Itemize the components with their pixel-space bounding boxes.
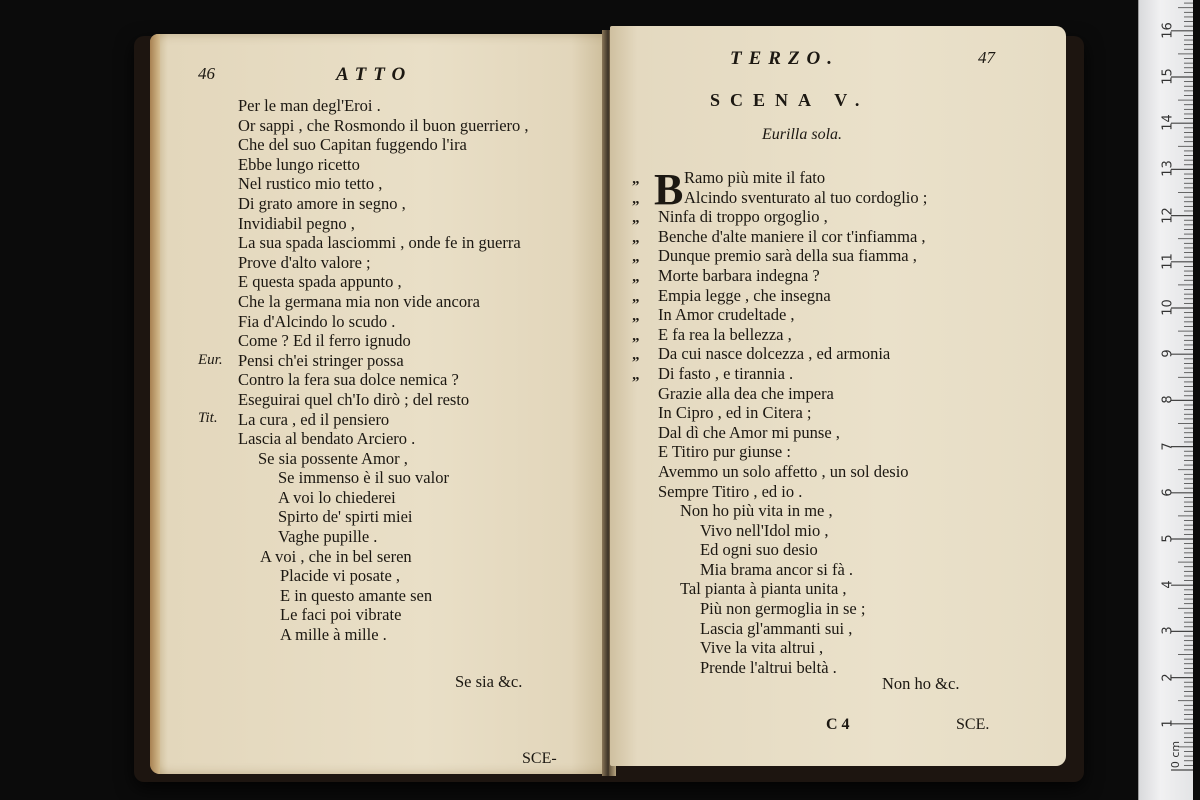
ruler-label: 15: [1160, 68, 1176, 85]
verse-line: Grazie alla dea che impera: [658, 383, 834, 403]
verse-line: Contro la fera sua dolce nemica ?: [238, 370, 459, 390]
verse-line: Dal dì che Amor mi punse ,: [658, 422, 840, 442]
ruler-label: 16: [1160, 22, 1176, 39]
verse-line: E questa spada appunto ,: [238, 272, 402, 292]
verse-line: Spirto de' spirti miei: [278, 507, 413, 527]
verse-line: Vivo nell'Idol mio ,: [700, 520, 829, 540]
speaker-mark-eur: Eur.: [198, 352, 223, 368]
verse-line: Ninfa di troppo orgoglio ,: [658, 207, 828, 227]
verse-line: Eseguirai quel ch'Io dirò ; del resto: [238, 389, 470, 409]
verse-line: Sempre Titiro , ed io .: [658, 481, 803, 501]
verse-line: Avemmo un solo affetto , un sol desio: [658, 461, 909, 481]
signature-mark: C 4: [826, 716, 850, 733]
ruler-unit-label: 0 cm: [1169, 740, 1183, 769]
verse-line: Che la germana mia non vide ancora: [238, 291, 480, 311]
ruler-label: 3: [1160, 626, 1176, 636]
verse-line: Or sappi , che Rosmondo il buon guerriero ,: [238, 115, 529, 135]
verse-line: Di fasto , e tirannia .: [658, 363, 794, 383]
verse-line: Placide vi posate ,: [280, 566, 401, 586]
verse-line: Mia brama ancor si fà .: [700, 559, 854, 579]
left-text-block: [238, 96, 529, 645]
ruler-label: 5: [1160, 534, 1176, 543]
verse-line: In Amor crudeltade ,: [658, 305, 795, 325]
verse-line: Di grato amore in segno ,: [238, 193, 406, 213]
verse-line: In Cipro , ed in Citera ;: [658, 403, 812, 423]
verse-line: Nel rustico mio tetto ,: [238, 174, 383, 194]
quote-mark: „: [632, 249, 640, 266]
ruler-label: 9: [1160, 349, 1176, 358]
ruler-label: 11: [1160, 253, 1176, 270]
ruler-label: 8: [1160, 395, 1176, 405]
verse-line: Vaghe pupille .: [278, 527, 378, 547]
verse-line: Vive la vita altrui ,: [700, 638, 824, 658]
verse-line: Come ? Ed il ferro ignudo: [238, 331, 411, 351]
scene-title: SCENA V.: [710, 90, 870, 110]
drop-cap: B: [654, 165, 684, 214]
verse-line: Da cui nasce dolcezza , ed armonia: [658, 344, 891, 364]
quote-mark: „: [632, 268, 640, 285]
ruler-label: 14: [1160, 114, 1176, 131]
refrain: Se sia &c.: [455, 672, 523, 691]
page-number: 46: [198, 64, 215, 83]
verse-line: Tal pianta à pianta unita ,: [680, 579, 847, 599]
verse-line: Se sia possente Amor ,: [258, 448, 408, 468]
verse-line: Più non germoglia in se ;: [700, 599, 866, 619]
quote-mark: „: [632, 308, 640, 325]
verse-line: La cura , ed il pensiero: [238, 409, 390, 429]
verse-line: Che del suo Capitan fuggendo l'ira: [238, 135, 467, 155]
running-head: TERZO.: [730, 48, 840, 69]
verse-line: E Titiro pur giunse :: [658, 442, 791, 462]
verse-line: Per le man degl'Eroi .: [238, 96, 381, 115]
verse-line: Non ho più vita in me ,: [680, 501, 833, 521]
quote-mark: „: [632, 288, 640, 305]
speaker-mark-tit: Tit.: [198, 410, 218, 426]
quote-mark: „: [632, 229, 640, 246]
ruler-label: 12: [1160, 206, 1176, 224]
refrain: Non ho &c.: [882, 674, 960, 693]
verse-line: Fia d'Alcindo lo scudo .: [238, 311, 396, 331]
ruler-label: 13: [1160, 160, 1176, 178]
ruler-label: 4: [1160, 580, 1176, 589]
quote-mark: „: [632, 327, 640, 344]
catchword: SCE-: [522, 750, 557, 767]
quotation-marks-column: [632, 170, 640, 386]
catchword: SCE.: [956, 716, 990, 733]
open-book: [140, 26, 1080, 778]
verse-line: Ebbe lungo ricetto: [238, 154, 360, 174]
page-number: 47: [978, 48, 995, 67]
left-page: [150, 34, 608, 774]
verse-line: Benche d'alte maniere il cor t'infiamma ,: [658, 226, 926, 246]
quote-mark: „: [632, 210, 640, 227]
verse-line: A voi lo chiederei: [278, 487, 396, 507]
verse-line: Prende l'altrui beltà .: [700, 657, 837, 677]
verse-line: Ed ogni suo desio: [700, 540, 818, 560]
verse-line: Ramo più mite il fato: [684, 168, 826, 187]
verse-line: La sua spada lasciommi , onde fe in guerra: [238, 233, 521, 253]
verse-line: Pensi ch'ei stringer possa: [238, 350, 404, 370]
quote-mark: „: [632, 171, 640, 187]
verse-line: Alcindo sventurato al tuo cordoglio ;: [684, 187, 928, 207]
quote-mark: „: [632, 190, 640, 207]
verse-line: E in questo amante sen: [280, 585, 433, 605]
ruler-label: 6: [1160, 488, 1176, 497]
running-head: ATTO: [336, 64, 413, 85]
quote-mark: „: [632, 366, 640, 383]
ruler-label: 10: [1160, 299, 1176, 316]
ruler-label: 2: [1160, 672, 1176, 682]
verse-line: E fa rea la bellezza ,: [658, 324, 792, 344]
verse-line: Morte barbara indegna ?: [658, 265, 820, 285]
verse-line: Prove d'alto valore ;: [238, 252, 371, 272]
verse-line: Dunque premio sarà della sua fiamma ,: [658, 246, 917, 266]
verse-line: Empia legge , che insegna: [658, 285, 831, 305]
right-text-block: [658, 168, 927, 677]
verse-line: Lascia al bendato Arciero .: [238, 429, 416, 449]
right-page: [610, 26, 1066, 766]
ruler-label: 7: [1160, 441, 1176, 451]
verse-line: Le faci poi vibrate: [280, 605, 402, 625]
ruler-label: 1: [1160, 719, 1176, 728]
verse-line: A voi , che in bel seren: [260, 546, 412, 566]
verse-line: Lascia gl'ammanti sui ,: [700, 618, 853, 638]
stage-direction: Eurilla sola.: [762, 126, 843, 143]
verse-line: Se immenso è il suo valor: [278, 468, 449, 488]
quote-mark: „: [632, 347, 640, 364]
verse-line: A mille à mille .: [280, 625, 387, 645]
verse-line: Invidiabil pegno ,: [238, 213, 355, 233]
